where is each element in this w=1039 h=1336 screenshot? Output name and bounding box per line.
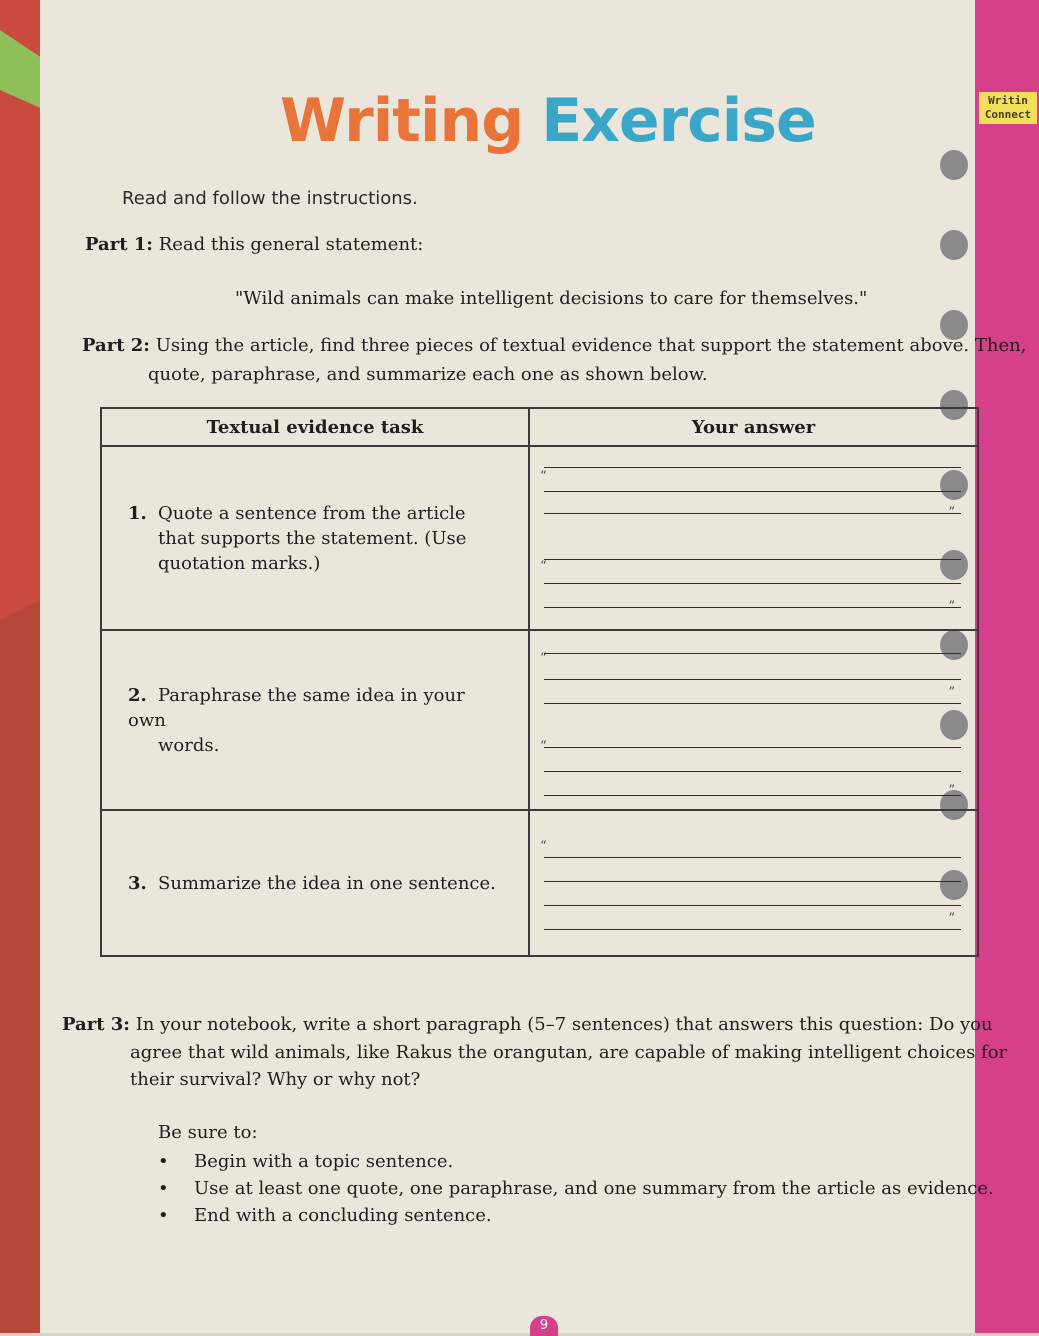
open-quote: “ — [540, 559, 547, 574]
task-cell-summarize — [101, 810, 529, 956]
answer-line[interactable] — [544, 467, 961, 468]
task-text: quotation marks.) — [158, 552, 321, 574]
evidence-table — [100, 407, 979, 957]
side-tab-strip — [975, 0, 1039, 1333]
table-row — [101, 810, 978, 956]
part1-text: Read this general statement: — [158, 234, 424, 255]
part3-label: Part 3: — [62, 1014, 130, 1035]
task-text: Summarize the idea in one sentence. — [158, 872, 496, 894]
be-sure-list — [158, 1148, 994, 1229]
table-header-row — [101, 408, 978, 446]
close-quote: ” — [948, 783, 955, 798]
part3-line1 — [62, 1012, 993, 1038]
answer-line[interactable] — [544, 881, 961, 882]
header-task: Textual evidence task — [101, 408, 529, 446]
answer-line[interactable] — [544, 905, 961, 906]
table-row — [101, 630, 978, 810]
task-number: 2. — [128, 684, 147, 706]
answer-line[interactable] — [544, 747, 961, 748]
header-answer: Your answer — [529, 408, 978, 446]
task-number: 3. — [128, 872, 147, 894]
task-number: 1. — [128, 502, 147, 524]
answer-cell-quote[interactable] — [529, 446, 978, 630]
part1 — [85, 232, 423, 258]
title-word-exercise: Exercise — [541, 86, 816, 156]
part3-text-line3: their survival? Why or why not? — [130, 1069, 421, 1090]
close-quote: ” — [948, 911, 955, 926]
answer-line[interactable] — [544, 653, 961, 654]
part2-text-line2: quote, paraphrase, and summarize each one as shown below. — [148, 364, 708, 385]
part3-text-line2: agree that wild animals, like Rakus the orangutan, are capable of making intelligent choices for — [130, 1042, 1008, 1063]
answer-line[interactable] — [544, 513, 961, 514]
close-quote: ” — [948, 599, 955, 614]
answer-cell-summarize[interactable] — [529, 810, 978, 956]
answer-cell-paraphrase[interactable] — [529, 630, 978, 810]
answer-line[interactable] — [544, 559, 961, 560]
task-text: words. — [158, 734, 220, 756]
part2-line1 — [82, 333, 1026, 359]
part2-text-line1: Using the article, find three pieces of textual evidence that support the statement above. Then, — [155, 335, 1027, 356]
title-word-writing: Writing — [280, 86, 524, 156]
general-statement: "Wild animals can make intelligent decisions to care for themselves." — [235, 288, 868, 309]
task-cell-paraphrase — [101, 630, 529, 810]
page-number: 9 — [530, 1316, 558, 1336]
be-sure-heading: Be sure to: — [158, 1122, 258, 1143]
task-text: that supports the statement. (Use — [158, 527, 467, 549]
side-tab-line2: Connect — [984, 108, 1032, 121]
open-quote: “ — [540, 739, 547, 754]
open-quote: “ — [540, 839, 547, 854]
answer-line[interactable] — [544, 857, 961, 858]
answer-line[interactable] — [544, 703, 961, 704]
open-quote: “ — [540, 651, 547, 666]
open-quote: “ — [540, 469, 547, 484]
answer-line[interactable] — [544, 491, 961, 492]
list-item: • End with a concluding sentence. — [158, 1202, 994, 1229]
task-text: Paraphrase the same idea in your own — [128, 684, 465, 731]
answer-line[interactable] — [544, 583, 961, 584]
close-quote: ” — [948, 505, 955, 520]
list-item: • Use at least one quote, one paraphrase, and one summary from the article as evidence. — [158, 1175, 994, 1202]
answer-line[interactable] — [544, 771, 961, 772]
close-quote: ” — [948, 685, 955, 700]
part2-label: Part 2: — [82, 335, 150, 356]
binder-hole — [940, 150, 968, 180]
answer-line[interactable] — [544, 929, 961, 930]
page-title — [280, 86, 816, 156]
instructions-text: Read and follow the instructions. — [122, 188, 418, 209]
binder-hole — [940, 230, 968, 260]
list-item: • Begin with a topic sentence. — [158, 1148, 994, 1175]
side-tab-label — [979, 92, 1037, 124]
answer-line[interactable] — [544, 795, 961, 796]
task-text: Quote a sentence from the article — [158, 502, 466, 524]
part1-label: Part 1: — [85, 234, 153, 255]
table-row — [101, 446, 978, 630]
answer-line[interactable] — [544, 607, 961, 608]
answer-line[interactable] — [544, 679, 961, 680]
side-tab-line1: Writin — [988, 94, 1028, 107]
part3-text-line1: In your notebook, write a short paragraph (5–7 sentences) that answers this question: Do you — [135, 1014, 993, 1035]
task-cell-quote — [101, 446, 529, 630]
